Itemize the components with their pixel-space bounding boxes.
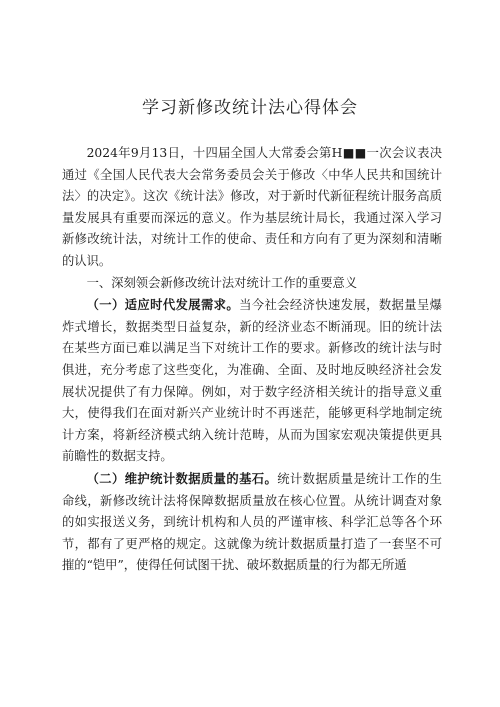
section-heading: 一、深刻领会新修改统计法对统计工作的重要意义 — [86, 275, 358, 290]
document-title: 学习新修改统计法心得体会 — [142, 98, 358, 118]
document-body — [62, 143, 442, 577]
item-2-body: 统计数据质量是统计工作的生命线，新修改统计法将保障数据质量放在核心位置。从统计调查对象的如实报送义务，到统计机构和人员的严谨审核、科学汇总等各个环节，都有了更严格的规定。这就像为统计数据质量打造了一套坚不可摧的“铠甲”，使得任何试图干扰、破坏数据质量的行为都无所遁 — [62, 471, 442, 573]
paragraph-item-1 — [62, 294, 442, 468]
item-2-lead: （二）维护统计数据质量的基石。 — [86, 470, 278, 486]
paragraph-item-2 — [62, 468, 442, 577]
item-1-body: 当今社会经济快速发展，数据量呈爆炸式增长，数据类型日益复杂，新的经济业态不断涌现。旧的统计法在某些方面已难以满足当下对统计工作的要求。新修改的统计法与时俱进，充分考虑了这些变化，为准确、全面、及时地反映经济社会发展状况提供了有力保障。例如，对于数字经济相关统计的指导意义重大，使得我们在面对新兴产业统计时不再迷茫，能够更科学地制定统计方案，将新经济模式纳入统计范畴，从而为国家宏观决策提供更具前瞻性的数据支持。 — [62, 298, 442, 464]
intro-paragraph: 2024年9月13日，十四届全国人大常委会第H■■一次会议表决通过《全国人民代表大会常务委员会关于修改〈中华人民共和国统计法〉的决定》。这次《统计法》修改，对于新时代新征程统计服务高质量发展具有重要而深远的意义。作为基层统计局长，我通过深入学习新修改统计法，对统计工作的使命、责任和方向有了更为深刻和清晰的认识。 — [62, 146, 442, 268]
item-1-lead: （一）适应时代发展需求。 — [86, 297, 240, 313]
